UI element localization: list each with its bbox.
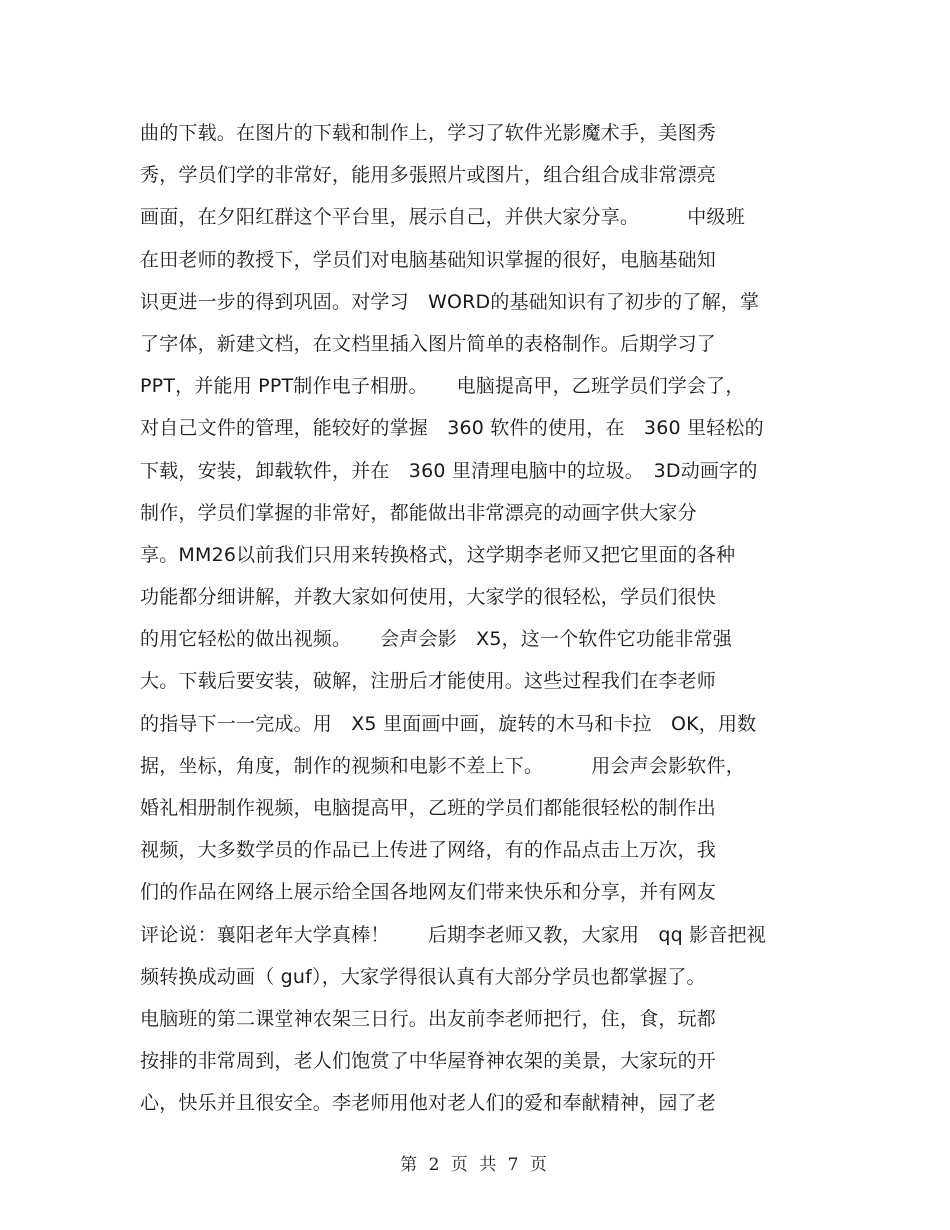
text-line: 心，快乐并且很安全。李老师用他对老人们的爱和奉献精神，园了老 [140,1092,717,1115]
body-text [140,112,840,1125]
text-line: 下载，安装，卸载软件，并在 360 里清理电脑中的垃圾。 3D动画字的 [140,459,758,482]
text-line: 婚礼相册制作视频，电脑提高甲，乙班的学员们都能很轻松的制作出 [140,797,717,819]
text-line: PPT，并能用 PPT制作电子相册。 电脑提高甲，乙班学员们学会了， [140,375,745,398]
text-line: 识更进一步的得到巩固。对学习 WORD的基础知识有了初步的了解，掌 [140,290,760,313]
text-line: 制作，学员们掌握的非常好，都能做出非常漂亮的动画字供大家分 [140,501,697,524]
text-line: 对自己文件的管理，能较好的掌握 360 软件的使用，在 360 里轻松的 [140,417,764,440]
text-line: 频转换成动画（ guf），大家学得很认真有大部分学员也都掌握了。 [140,965,706,988]
text-line: 享。MM26以前我们只用来转换格式，这学期李老师又把它里面的各种 [140,543,736,566]
page-number-footer: 第 2 页 共 7 页 [400,1155,550,1175]
text-line: 按排的非常周到，老人们饱赏了中华屋脊神农架的美景，大家玩的开 [140,1050,717,1073]
text-line: 画面，在夕阳红群这个平台里，展示自己，并供大家分享。 中级班 [140,206,745,229]
text-line: 曲的下载。在图片的下载和制作上，学习了软件光影魔术手，美图秀 [140,122,717,144]
text-line: 了字体，新建文档，在文档里插入图片简单的表格制作。后期学习了 [140,332,717,355]
text-line: 功能都分细讲解，并教大家如何使用，大家学的很轻松，学员们很快 [140,586,717,609]
text-line: 在田老师的教授下，学员们对电脑基础知识掌握的很好，电脑基础知 [140,248,717,271]
text-line: 的指导下一一完成。用 X5 里面画中画，旋转的木马和卡拉 OK，用数 [140,712,757,735]
text-line: 电脑班的第二课堂神农架三日行。出友前李老师把行，住，食，玩都 [140,1007,717,1030]
text-line: 的用它轻松的做出视频。 会声会影 X5，这一个软件它功能非常强 [140,628,733,651]
text-line: 们的作品在网络上展示给全国各地网友们带来快乐和分享，并有网友 [140,881,717,904]
text-line: 秀，学员们学的非常好，能用多張照片或图片，组合组合成非常漂亮 [140,164,717,187]
text-line: 据，坐标，角度，制作的视频和电影不差上下。 用会声会影软件， [140,754,745,777]
text-line: 视频，大多数学员的作品已上传进了网络，有的作品点击上万次，我 [140,839,717,862]
text-line: 大。下载后要安装，破解，注册后才能使用。这些过程我们在李老师 [140,670,717,693]
text-line: 评论说：襄阳老年大学真棒！ 后期李老师又教，大家用 qq 影音把视 [140,923,766,946]
